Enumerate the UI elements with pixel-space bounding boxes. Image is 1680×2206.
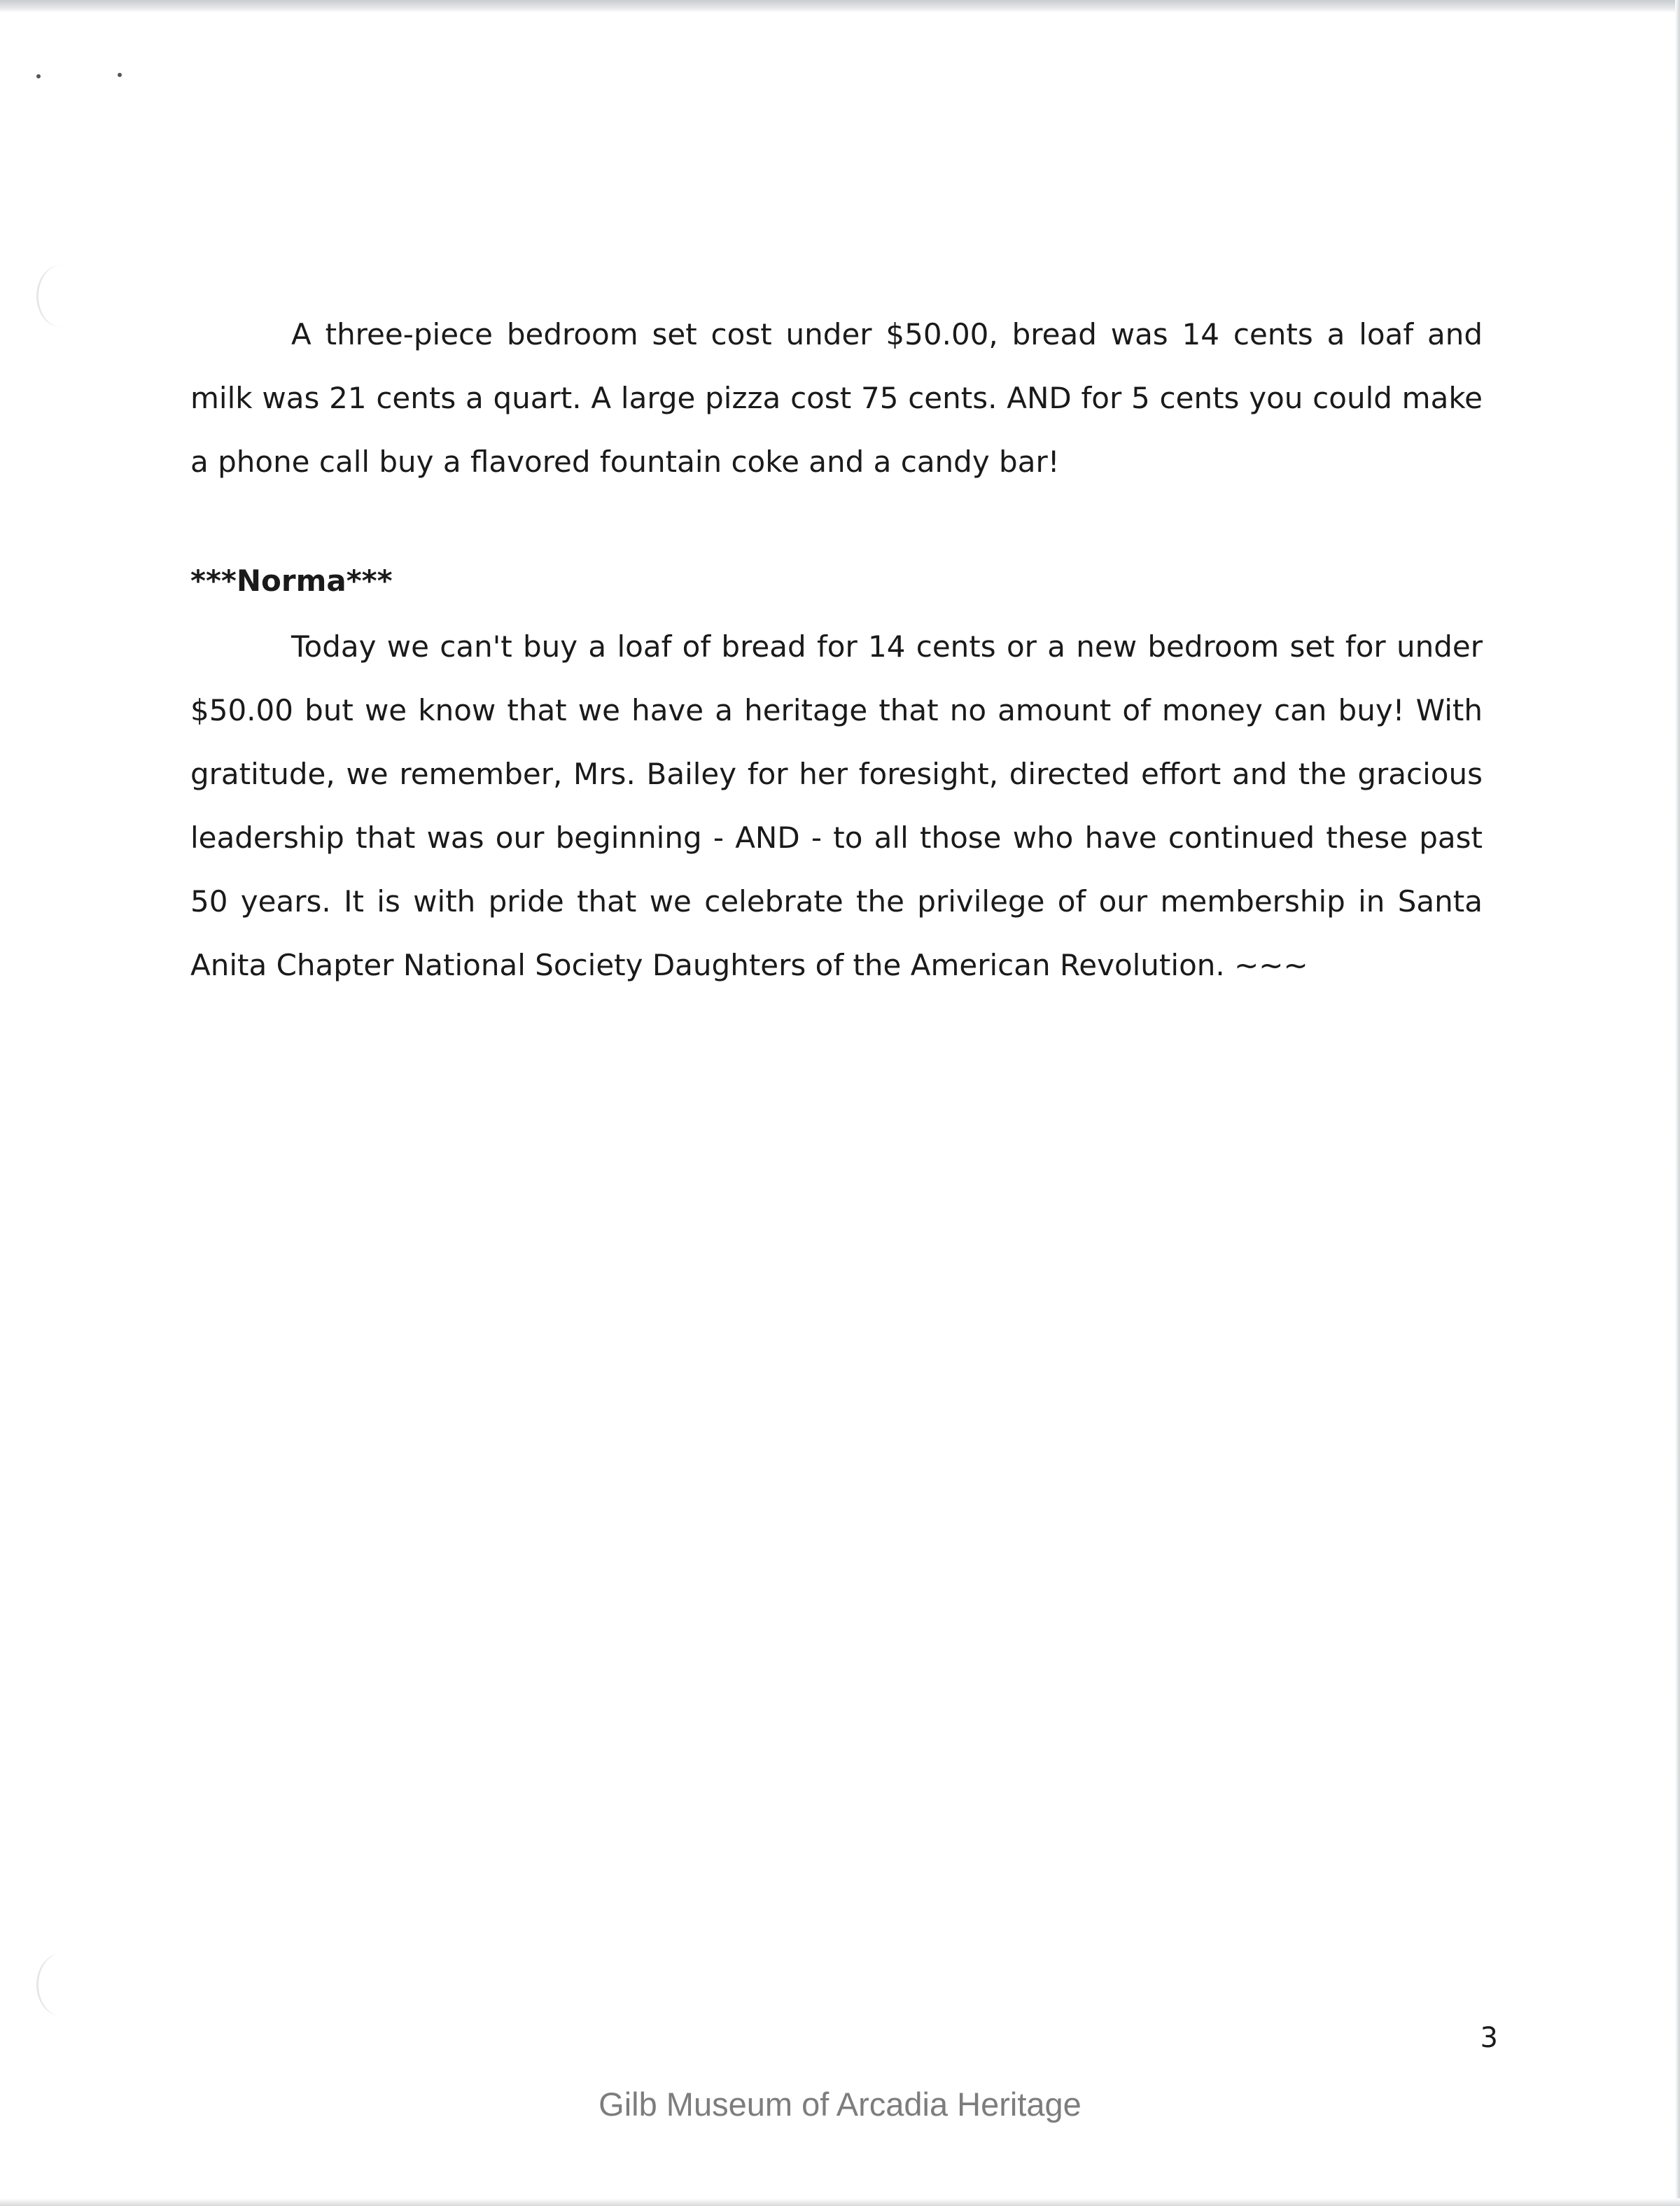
page-number: 3 (1480, 2022, 1498, 2054)
scan-speck (118, 73, 122, 77)
scan-bottom-edge (0, 2198, 1680, 2206)
signature-norma: ***Norma*** (190, 564, 393, 598)
scan-speck (36, 74, 41, 78)
punch-hole-bottom (36, 1953, 88, 2016)
museum-watermark: Gilb Museum of Arcadia Heritage (598, 2086, 1082, 2123)
scan-top-edge (0, 0, 1680, 13)
scan-right-edge (1675, 0, 1680, 2206)
paragraph-prices-text: A three-piece bedroom set cost under $50.00, bread was 14 cents a loaf and milk was 21 cents a quart. A large pizza cost 75 cents. AND for 5 cents you could make a phone call buy a flavored fountain coke and a candy bar! (190, 317, 1483, 479)
paragraph-prices (190, 302, 1483, 494)
paragraph-heritage-text: Today we can't buy a loaf of bread for 14 cents or a new bedroom set for under $50.00 but we know that we have a heritage that no amount of money can buy! With gratitude, we remember, Mrs. Bailey for her foresight, directed effort and the gracious leadership that was our beginning - AND - to all those who have continued these past 50 years. It is with pride that we celebrate the privilege of our membership in Santa Anita Chapter National Society Daughters of the American Revolution. ~~~ (190, 629, 1483, 982)
paragraph-heritage (190, 615, 1483, 997)
punch-hole-top (36, 265, 88, 328)
